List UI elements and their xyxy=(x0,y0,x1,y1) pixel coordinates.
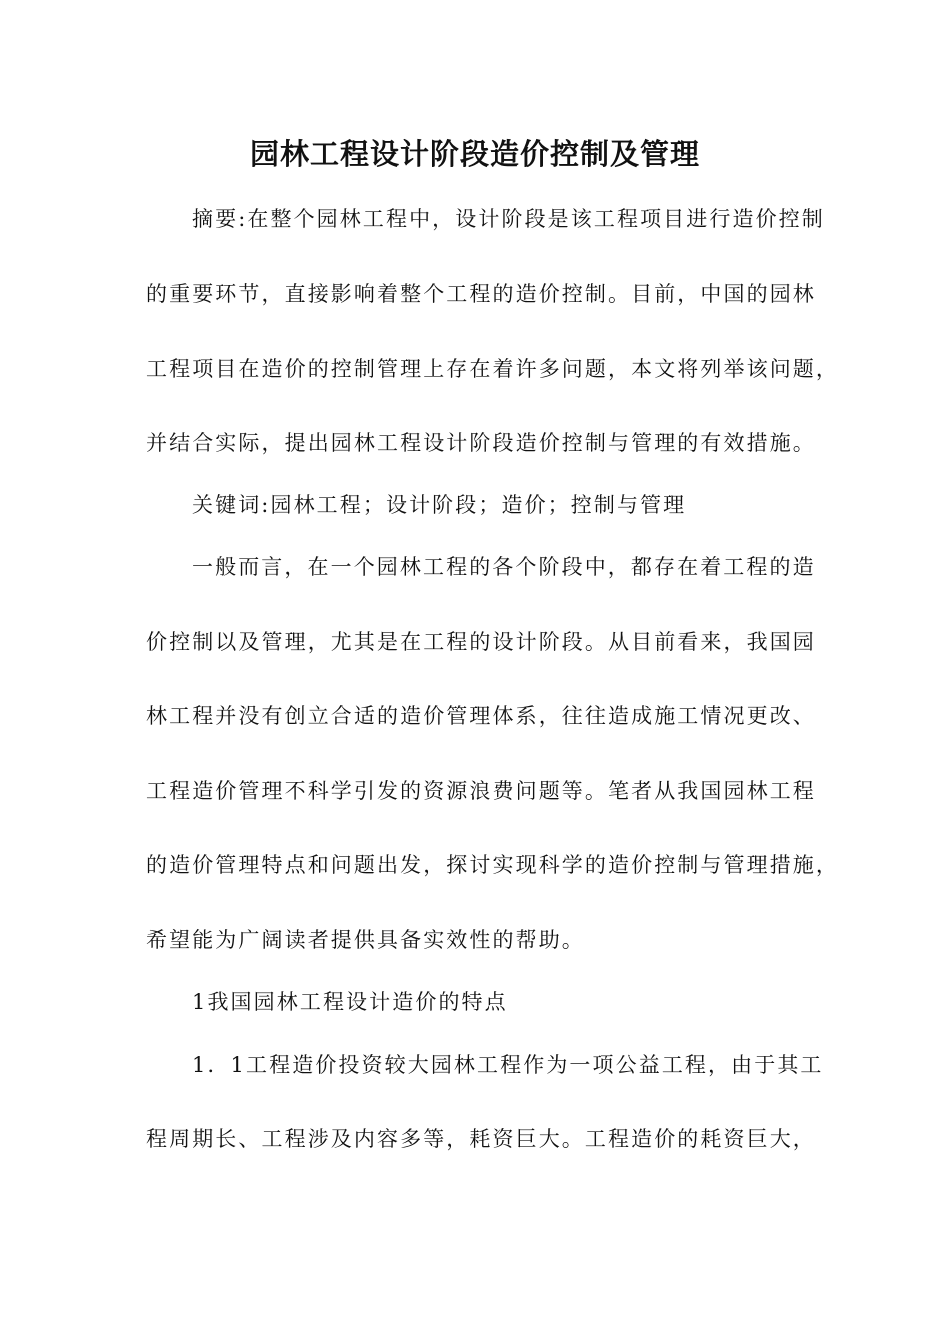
body-line-3: 林工程并没有创立合适的造价管理体系，往往造成施工情况更改、 xyxy=(146,704,816,728)
subsection-line-1: 1．1工程造价投资较大园林工程作为一项公益工程，由于其工 xyxy=(192,1053,824,1077)
body-line-1: 一般而言，在一个园林工程的各个阶段中，都存在着工程的造 xyxy=(192,555,816,579)
subsection-line-2: 程周期长、工程涉及内容多等，耗资巨大。工程造价的耗资巨大， xyxy=(146,1127,816,1151)
abstract-line-2: 的重要环节，直接影响着整个工程的造价控制。目前，中国的园林 xyxy=(146,282,816,306)
body-line-6: 希望能为广阔读者提供具备实效性的帮助。 xyxy=(146,928,585,952)
abstract-line-1: 摘要:在整个园林工程中，设计阶段是该工程项目进行造价控制 xyxy=(192,207,825,231)
section-heading: 1我国园林工程设计造价的特点 xyxy=(192,990,508,1014)
body-line-2: 价控制以及管理，尤其是在工程的设计阶段。从目前看来，我国园 xyxy=(146,630,816,654)
document-title: 园林工程设计阶段造价控制及管理 xyxy=(249,137,700,171)
keywords-line: 关键词:园林工程；设计阶段；造价；控制与管理 xyxy=(192,493,687,517)
abstract-line-3: 工程项目在造价的控制管理上存在着许多问题，本文将列举该问题， xyxy=(146,357,839,381)
body-line-5: 的造价管理特点和问题出发，探讨实现科学的造价控制与管理措施， xyxy=(146,853,839,877)
body-line-4: 工程造价管理不科学引发的资源浪费问题等。笔者从我国园林工程 xyxy=(146,779,816,803)
abstract-line-4: 并结合实际，提出园林工程设计阶段造价控制与管理的有效措施。 xyxy=(146,431,816,455)
